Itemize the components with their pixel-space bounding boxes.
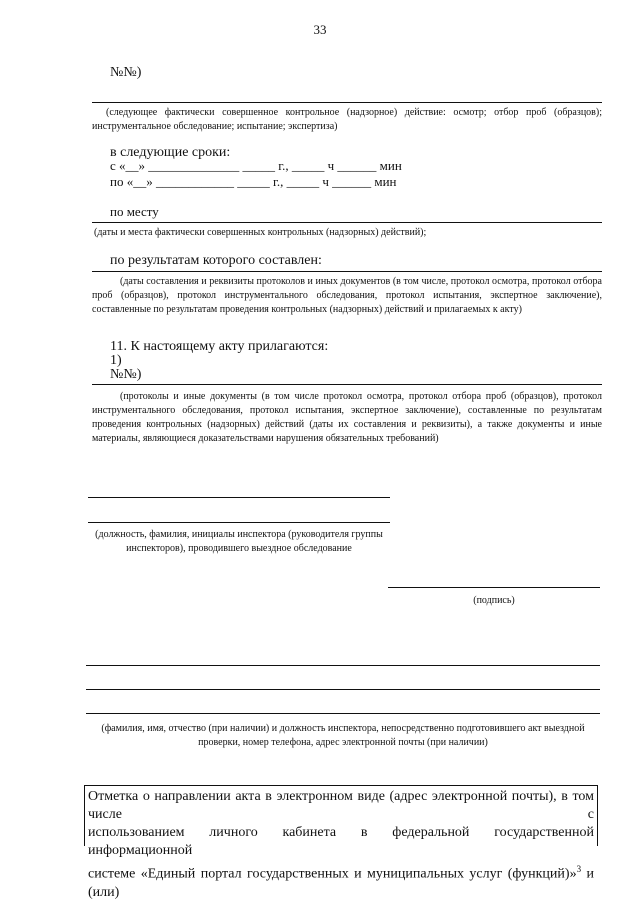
preparer-line-2 bbox=[86, 689, 600, 690]
section-11-item-1: 1) bbox=[110, 353, 122, 368]
place-line bbox=[92, 222, 602, 223]
terms-to-row: по «__» ____________ _____ г., _____ ч ______ мин bbox=[110, 174, 397, 189]
attachments-caption: (протоколы и иные документы (в том числе протокол осмотра, протокол отбора проб (образцов), протокол инструментального обследования, протокол испытания, экспертное заключение), составленные по результатам проведения контрольных (надзорных) действий (даты их составления и реквизиты), а также документы и иные материалы, являющиеся доказательствами нарушения обязательных требований) bbox=[92, 391, 602, 444]
section-11-heading: 11. К настоящему акту прилагаются: bbox=[110, 339, 329, 354]
preparer-line-1 bbox=[86, 665, 600, 666]
signature-line bbox=[388, 587, 600, 588]
intro-numbering: №№) bbox=[110, 65, 142, 80]
preparer-caption: (фамилия, имя, отчество (при наличии) и должность инспектора, непосредственно подготовившего акт выездной проверки, номер телефона, адрес электронной почты (при наличии) bbox=[101, 723, 585, 748]
preparer-line-3 bbox=[86, 713, 600, 714]
electronic-mark-line-3 bbox=[88, 860, 594, 902]
electronic-mark-line-3-end: и (или) bbox=[88, 866, 594, 900]
terms-heading: в следующие сроки: bbox=[110, 145, 231, 160]
electronic-mark-box bbox=[84, 785, 598, 900]
electronic-mark-line-3-text: системе «Единый портал государственных и муниципальных услуг (функций)» bbox=[88, 866, 577, 882]
page-number: 33 bbox=[313, 22, 327, 37]
attachments-line bbox=[92, 384, 602, 385]
results-label: по результатам которого составлен: bbox=[110, 253, 322, 268]
terms-from-row: с «__» ______________ _____ г., _____ ч ______ мин bbox=[110, 158, 402, 173]
footnote-marker: 3 bbox=[576, 864, 582, 874]
action-line bbox=[92, 102, 602, 103]
electronic-mark-line-2: использованием личного кабинета в федеральной государственной информационной bbox=[88, 825, 594, 858]
results-caption: (даты составления и реквизиты протоколов и иных документов (в том числе, протокол осмотра, протокол отбора проб (образцов), протокол инструментального обследования, протокол испытания, экспертное заключение), составленные по результатам проведения контрольных (надзорных) действий и прилагаемых к акту) bbox=[92, 276, 602, 315]
action-caption: (следующее фактически совершенное контрольное (надзорное) действие: осмотр; отбор проб (образцов); инструментальное обследование; испытание; экспертиза) bbox=[92, 107, 602, 132]
section-11-numbering: №№) bbox=[110, 367, 142, 382]
inspector-caption: (должность, фамилия, инициалы инспектора (руководителя группы инспекторов), проводившего выездное обследование bbox=[95, 529, 383, 554]
signature-caption: (подпись) bbox=[473, 595, 515, 606]
place-label: по месту bbox=[110, 204, 159, 219]
inspector-line-1 bbox=[88, 497, 390, 498]
electronic-mark-line-1: Отметка о направлении акта в электронном виде (адрес электронной почты), в том числе с bbox=[88, 789, 594, 822]
inspector-line-2 bbox=[88, 522, 390, 523]
electronic-mark-text bbox=[88, 788, 594, 902]
results-line bbox=[92, 271, 602, 272]
place-caption: (даты и места фактически совершенных контрольных (надзорных) действий); bbox=[94, 227, 427, 238]
